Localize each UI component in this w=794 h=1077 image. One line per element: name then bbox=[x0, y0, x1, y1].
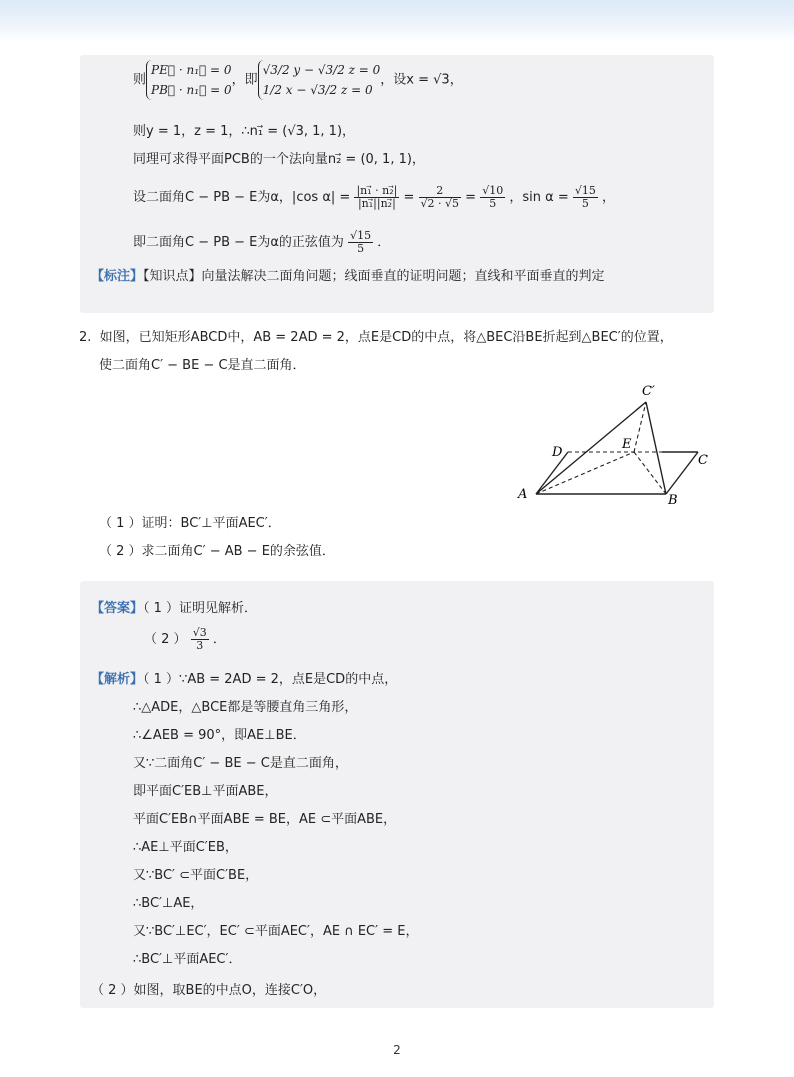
analysis-line-1: 【解析】（ 1 ）∵AB = 2AD = 2，点E是CD的中点， bbox=[91, 672, 398, 687]
edge-BC bbox=[666, 452, 698, 494]
edge-EC-prime-dashed bbox=[634, 402, 646, 452]
label-C: C bbox=[698, 453, 708, 468]
problem-line-1: 2. 如图，已知矩形ABCD中，AB = 2AD = 2，点E是CD的中点，将△BEC沿BE折起到△BEC′的位置， bbox=[79, 330, 673, 345]
problem-number: 2. bbox=[79, 330, 92, 345]
fraction: $\frac{√15}{5}$ bbox=[574, 184, 596, 210]
label-A: A bbox=[518, 487, 528, 502]
solution-line-5: 即二面角C − PB − E为α的正弦值为 $\frac{√15}{5}$ ． bbox=[133, 229, 391, 255]
analysis-line-9: ∴BC′⊥AE， bbox=[133, 896, 204, 911]
solution-line-4: 设二面角C − PB − E为α，|cos α| = $\frac{\text{|n₁⃗ · n₂⃗|}}{\text{|n₁⃗||n₂⃗|}}$ = $\frac{2}{√2 \cdot √5}$ = $\frac{√10}{5}$ ，sin α = $\frac{√15}{5}$ ， bbox=[133, 184, 616, 210]
label-E: E bbox=[622, 437, 632, 452]
analysis-line-7: ∴AE⊥平面C′EB， bbox=[133, 840, 238, 855]
analysis-line-8: 又∵BC′ ⊂平面C′BE， bbox=[133, 868, 259, 883]
solution-line-3: 同理可求得平面PCB的一个法向量n₂⃗ = (0, 1, 1)， bbox=[133, 152, 425, 167]
solution-line-1: 则 PE⃗ · n₁⃗ = 0 PB⃗ · n₁⃗ = 0 ，即 √3/2 y − √3/2 z = 0 1/2 x − √3/2 z = 0 ，设x = √3， bbox=[133, 60, 463, 100]
page-number: 2 bbox=[393, 1043, 401, 1057]
analysis-line-12: （ 2 ）如图，取BE的中点O，连接C′O， bbox=[91, 983, 327, 998]
note-tag: 【标注】 bbox=[91, 269, 144, 284]
answer-line-2: （ 2 ） $\frac{√3}{3}$ ． bbox=[144, 626, 226, 652]
analysis-line-11: ∴BC′⊥平面AEC′． bbox=[133, 952, 242, 967]
analysis-line-2: ∴△ADE，△BCE都是等腰直角三角形， bbox=[133, 700, 358, 715]
label-C-prime: C′ bbox=[642, 384, 655, 399]
edge-AE-dashed bbox=[536, 452, 634, 494]
fraction: $\frac{\text{|n₁⃗ · n₂⃗|}}{\text{|n₁⃗||n₂⃗|}}$ bbox=[356, 184, 398, 210]
analysis-line-4: 又∵二面角C′ − BE − C是直二面角， bbox=[133, 756, 348, 771]
header-band bbox=[0, 0, 794, 42]
analysis-line-6: 平面C′EB∩平面ABE = BE，AE ⊂平面ABE， bbox=[133, 812, 397, 827]
fraction: $\frac{√3}{3}$ bbox=[192, 626, 207, 652]
fraction: $\frac{2}{√2 \cdot √5}$ bbox=[420, 184, 460, 210]
solution-line-2: 则y = 1，z = 1，∴n₁⃗ = (√3, 1, 1)， bbox=[133, 124, 356, 139]
analysis-line-3: ∴∠AEB = 90°，即AE⊥BE． bbox=[133, 728, 306, 743]
question-1: （ 1 ）证明：BC′⊥平面AEC′． bbox=[99, 516, 281, 531]
analysis-line-5: 即平面C′EB⊥平面ABE， bbox=[133, 784, 278, 799]
answer-tag: 【答案】 bbox=[91, 601, 144, 616]
note-line: 【标注】【知识点】向量法解决二面角问题；线面垂直的证明问题；直线和平面垂直的判定 bbox=[91, 269, 605, 284]
analysis-line-10: 又∵BC′⊥EC′，EC′ ⊂平面AEC′，AE ∩ EC′ = E， bbox=[133, 924, 419, 939]
equation-system-2: √3/2 y − √3/2 z = 0 1/2 x − √3/2 z = 0 bbox=[258, 60, 381, 100]
equation-system-1: PE⃗ · n₁⃗ = 0 PB⃗ · n₁⃗ = 0 bbox=[146, 60, 232, 100]
fraction: $\frac{√15}{5}$ bbox=[350, 229, 372, 255]
question-2: （ 2 ）求二面角C′ − AB − E的余弦值． bbox=[99, 544, 335, 559]
label-D: D bbox=[552, 445, 563, 460]
problem-line-2: 使二面角C′ − BE − C是直二面角． bbox=[99, 358, 306, 373]
geometry-figure bbox=[510, 378, 720, 508]
analysis-tag: 【解析】 bbox=[91, 672, 144, 687]
label-B: B bbox=[668, 493, 678, 508]
answer-line-1: 【答案】（ 1 ）证明见解析． bbox=[91, 601, 258, 616]
fraction: $\frac{√10}{5}$ bbox=[482, 184, 504, 210]
